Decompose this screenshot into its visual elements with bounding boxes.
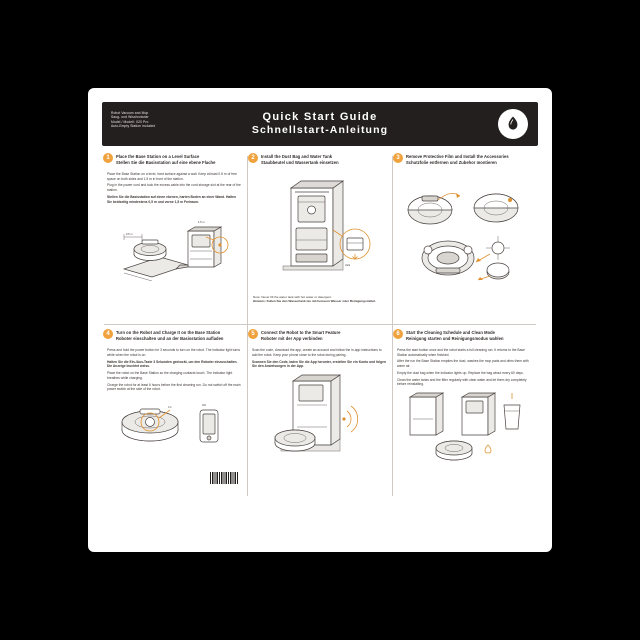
step-5-de-p1: Scannen Sie den Code, laden Sie die App herunter, erstellen Sie ein Konto und folgen Sie den Anweisungen in der App.: [252, 359, 386, 369]
step-5-number: 5: [248, 329, 258, 339]
step-6-number: 6: [393, 329, 403, 339]
step-2-title-en: Install the Dust Bag and Water Tank: [261, 154, 333, 159]
step-4-title-en: Turn on the Robot and Charge It on the Base Station: [116, 330, 221, 335]
accessories-installation-diagram: [392, 170, 537, 300]
step-2-caption: [247, 295, 392, 304]
step-4-en-p2: Place the robot on the Base Station so the charging contacts touch. The indicator light breathes while charging.: [107, 371, 233, 380]
step-1-number: 1: [103, 153, 113, 163]
step-6-text-en: [397, 348, 531, 387]
step-4-en-p1: Press and hold the power button for 3 seconds to turn on the robot. The indicator light turns white when the robot is on.: [107, 348, 240, 357]
step-panel-6: [392, 328, 537, 498]
step-1-text-de: [107, 195, 241, 204]
step-1-en-p1: Place the Base Station on a level, hard surface against a wall. Keep at least 0.5 m of free space on both sides and 1.5 m in front of the station.: [107, 172, 237, 181]
step-5-title-en: Connect the Robot to the Smart Feature: [261, 330, 341, 335]
step-1-header: [102, 152, 247, 170]
step-5-text-de: [252, 360, 386, 369]
step-6-body: [392, 346, 537, 387]
row-divider: [104, 324, 536, 325]
svg-text:ON: ON: [202, 404, 206, 408]
brand-line-1: Robot Vacuum and Mop: [111, 111, 149, 115]
step-3-header: [392, 152, 537, 170]
step-4-text-en: [107, 348, 241, 357]
step-5-body: [247, 346, 392, 369]
step-1-en-p2: Plug in the power cord and tuck the excess cable into the cord storage slot at the rear of the station.: [107, 183, 241, 192]
step-4-title-de: Roboter einschalten und an der Basisstation aufladen: [116, 335, 224, 341]
step-2-number: 2: [248, 153, 258, 163]
step-4-number: 4: [103, 329, 113, 339]
step-5-en-p1: Scan the code, download the app, create an account and follow the in-app instructions to add the robot. Keep your phone close to the robot during pairing.: [252, 348, 382, 357]
power-on-charging-diagram: [102, 394, 247, 456]
step-2-header: [247, 152, 392, 170]
step-5-text-en: [252, 348, 386, 357]
document-header: [102, 102, 538, 146]
step-panel-1: [102, 152, 247, 322]
step-3-number: 3: [393, 153, 403, 163]
step-1-title-en: Place the Base Station on a Level Surface: [116, 154, 200, 159]
svg-text:3 s: 3 s: [168, 406, 172, 410]
step-5-title-de: Roboter mit der App verbinden: [261, 335, 323, 341]
step-1-text-en: [107, 172, 241, 193]
step-6-en-p3: Empty the dust bag when the indicator lights up. Replace the bag about every 60 days.: [397, 370, 524, 375]
step-6-en-p2: After the run the Base Station empties the dust, washes the mop pads and dries them with warm air.: [397, 359, 529, 368]
brand-line-3: Model / Modell: X20 Pro: [111, 119, 149, 124]
step-4-de-p1: Halten Sie die Ein-/Aus-Taste 3 Sekunden gedruckt, um den Roboter einzuschalten. Die Anzeige leuchtet weiss.: [107, 359, 238, 369]
header-title-block: [102, 111, 538, 137]
step-4-text-en-2: [107, 371, 241, 392]
brand-line-4: Auto-Empty Station included: [111, 124, 156, 129]
step-4-header: [102, 328, 247, 346]
step-2-title-de: Staubbeutel und Wassertank einsetzen: [261, 159, 339, 165]
step-panel-4: [102, 328, 247, 498]
page-title-de: Schnellstart-Anleitung: [251, 124, 389, 136]
step-6-en-p1: Press the start button once and the robot starts a full cleaning run. It returns to the Base Station automatically when finished.: [397, 348, 525, 357]
step-4-en-p3: Charge the robot for at least 6 hours before the first cleaning run. Do not switch off the main power switch at the side of the robot.: [107, 382, 241, 392]
step-panel-3: [392, 152, 537, 322]
dust-bag-water-tank-diagram: [247, 170, 392, 295]
step-panel-2: [247, 152, 392, 322]
svg-text:click: click: [345, 264, 351, 267]
base-station-placement-diagram: [102, 207, 247, 281]
step-2-caption-de: Hinweis: Fullen Sie den Wassertank nie mit heissem Wasser oder Reinigungsmittel.: [253, 299, 376, 304]
step-6-en-p4: Clean the water tanks and the filter regularly with clear water and let them dry completely before reinstalling.: [397, 377, 527, 387]
step-1-de-p1: Stellen Sie die Basisstation auf einen ebenen, harten Boden an einer Wand. Halten Sie beidseitig mindestens 0,5 m und vorne 1,5 m Freiraum.: [107, 195, 237, 204]
step-2-caption-en: Note: Never fill the water tank with hot water or detergent.: [253, 295, 332, 299]
step-5-header: [247, 328, 392, 346]
barcode: [210, 472, 238, 484]
quick-start-guide-page: [88, 88, 552, 552]
step-6-header: [392, 328, 537, 346]
page-title-en: Quick Start Guide: [262, 111, 378, 123]
step-6-title-en: Start the Cleaning Schedule and Clean Mode: [406, 330, 495, 335]
app-pairing-diagram: [247, 371, 392, 467]
step-1-title-de: Stellen Sie die Basisstation auf eine ebene Flache: [116, 159, 216, 165]
brand-line-2: Saug- und Wischroboter: [111, 115, 149, 120]
step-4-body: [102, 346, 247, 392]
brand-logo: [498, 109, 528, 139]
step-6-title-de: Reinigung starten und Reinigungsmodus wahlen: [406, 335, 504, 341]
step-4-text-de: [107, 360, 241, 369]
svg-text:0.5 m: 0.5 m: [126, 232, 133, 236]
step-panel-5: [247, 328, 392, 498]
cleaning-and-maintenance-diagram: [392, 389, 537, 463]
step-3-title-en: Remove Protective Film and Install the Accessories: [406, 154, 509, 159]
step-1-body: [102, 170, 247, 204]
svg-text:1.5 m: 1.5 m: [198, 220, 205, 224]
step-3-title-de: Schutzfolie entfernen und Zubehor montieren: [406, 159, 497, 165]
steps-grid: [102, 152, 538, 532]
